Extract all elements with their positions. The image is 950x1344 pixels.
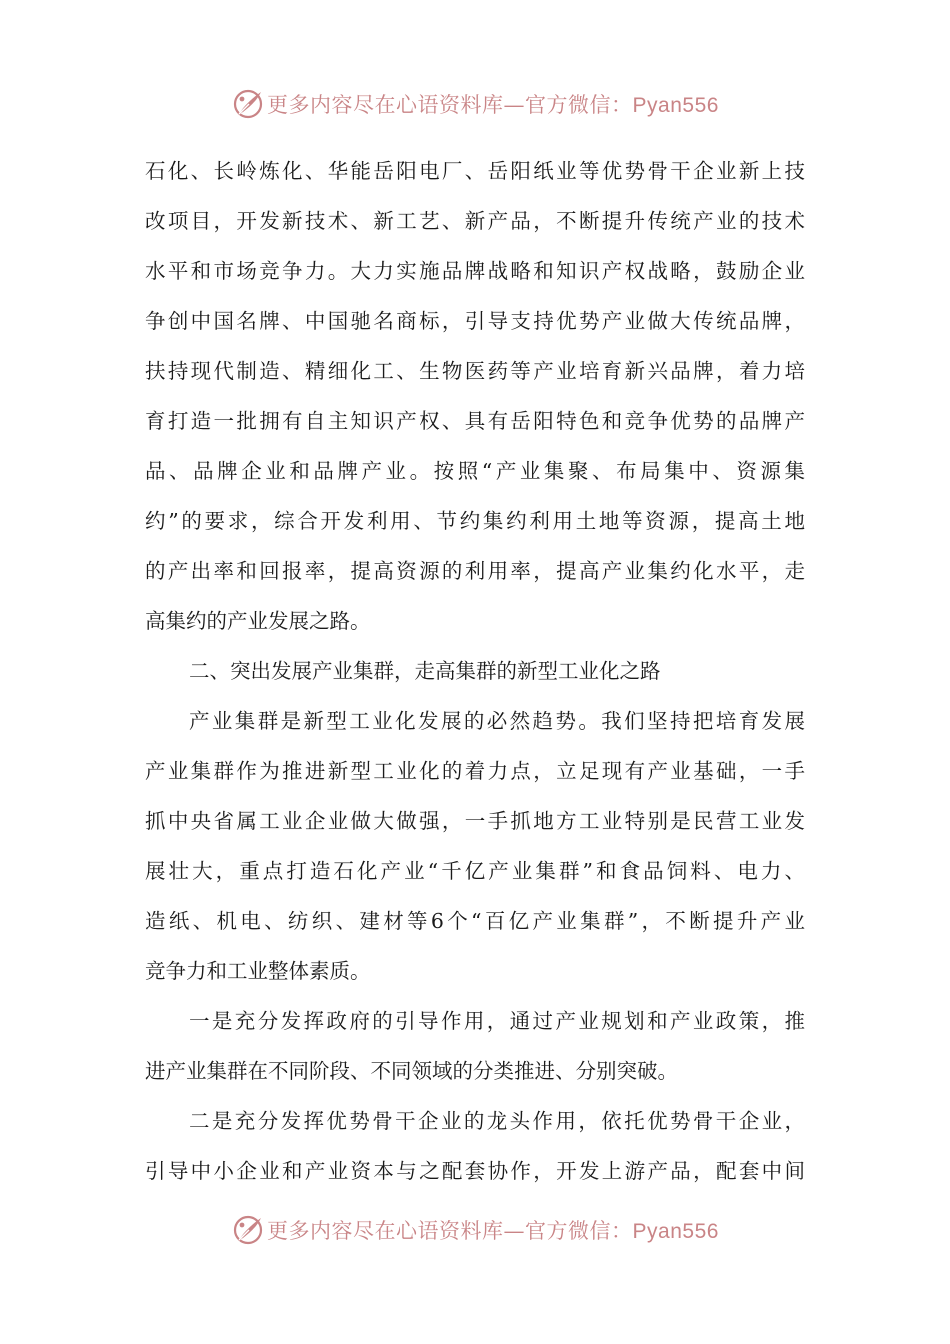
watermark-prefix: 更多内容尽在心语资料库—官方微信： xyxy=(267,1219,633,1243)
text-line: 抓中央省属工业企业做大做强，一手抓地方工业特别是民营工业发 xyxy=(145,809,805,833)
text-line: 竞争力和工业整体素质。 xyxy=(145,959,371,983)
watermark-text xyxy=(267,89,719,119)
text-line: 二是充分发挥优势骨干企业的龙头作用，依托优势骨干企业， xyxy=(189,1109,805,1133)
text-line: 的产出率和回报率，提高资源的利用率，提高产业集约化水平，走 xyxy=(145,559,805,583)
text-line: 进产业集群在不同阶段、不同领域的分类推进、分别突破。 xyxy=(145,1059,678,1083)
watermark-wechat-id: Pyan556 xyxy=(632,94,719,117)
text-line: 扶持现代制造、精细化工、生物医药等产业培育新兴品牌，着力培 xyxy=(145,359,805,383)
text-line: 一是充分发挥政府的引导作用，通过产业规划和产业政策，推 xyxy=(189,1009,805,1033)
quill-logo-icon xyxy=(231,1213,265,1247)
text-line: 产业集群是新型工业化发展的必然趋势。我们坚持把培育发展 xyxy=(189,709,805,733)
text-line: 水平和市场竞争力。大力实施品牌战略和知识产权战略，鼓励企业 xyxy=(145,259,805,283)
text-line: 品、品牌企业和品牌产业。按照“产业集聚、布局集中、资源集 xyxy=(145,459,805,483)
watermark-wechat-id: Pyan556 xyxy=(632,1220,719,1243)
text-line: 石化、长岭炼化、华能岳阳电厂、岳阳纸业等优势骨干企业新上技 xyxy=(145,159,805,183)
quill-logo-icon xyxy=(231,87,265,121)
text-line: 改项目，开发新技术、新工艺、新产品，不断提升传统产业的技术 xyxy=(145,209,805,233)
watermark-text xyxy=(267,1215,719,1245)
text-line: 造纸、机电、纺织、建材等6个“百亿产业集群”，不断提升产业 xyxy=(145,909,805,933)
text-line: 产业集群作为推进新型工业化的着力点，立足现有产业基础，一手 xyxy=(145,759,805,783)
text-line: 争创中国名牌、中国驰名商标，引导支持优势产业做大传统品牌， xyxy=(145,309,805,333)
text-line: 约”的要求，综合开发利用、节约集约利用土地等资源，提高土地 xyxy=(145,509,805,533)
header-watermark xyxy=(0,82,950,126)
text-line: 展壮大，重点打造石化产业“千亿产业集群”和食品饲料、电力、 xyxy=(145,859,805,883)
text-line: 育打造一批拥有自主知识产权、具有岳阳特色和竞争优势的品牌产 xyxy=(145,409,805,433)
text-line: 引导中小企业和产业资本与之配套协作，开发上游产品，配套中间 xyxy=(145,1159,805,1183)
section-heading: 二、突出发展产业集群，走高集群的新型工业化之路 xyxy=(189,659,661,683)
document-body xyxy=(145,146,805,1196)
footer-watermark xyxy=(0,1208,950,1252)
text-line: 高集约的产业发展之路。 xyxy=(145,609,371,633)
watermark-prefix: 更多内容尽在心语资料库—官方微信： xyxy=(267,93,633,117)
